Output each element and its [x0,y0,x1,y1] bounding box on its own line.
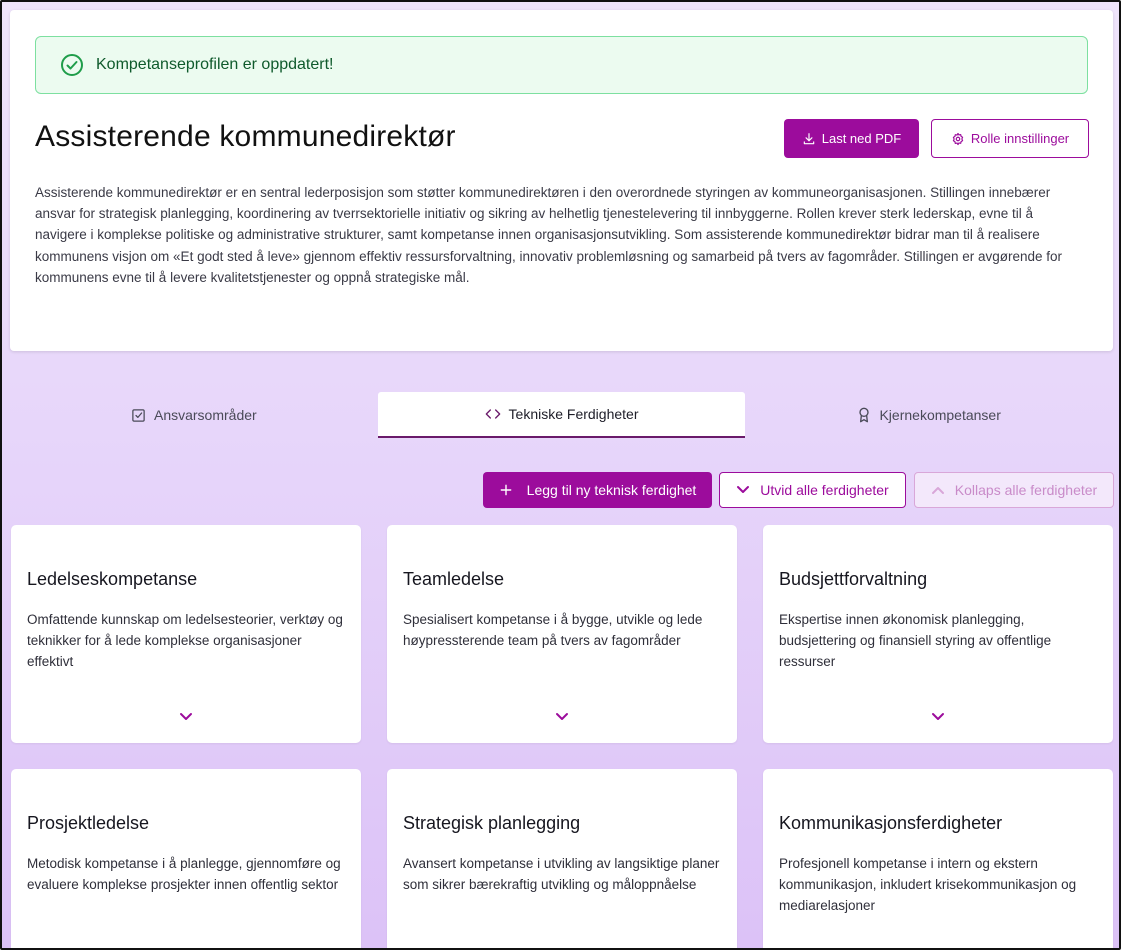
chevron-down-icon [736,485,750,495]
tab-bar [10,392,1113,438]
role-description: Assisterende kommunedirektør er en sentral lederposisjon som støtter kommunedirektøren i den overordnede styringen av kommuneorganisasjonen. Stillingen innebærer ansvar for strategisk planlegging, koordinering av tverrsektorielle initiativ og sikring av helhetlig tjenestelevering til innbyggerne. Rollen krever sterk lederskap, evne til å navigere i komplekse politiske og administrative strukturer, samt kompetanse innen organisasjonsutvikling. Som assisterende kommunedirektør bidrar man til å realisere kommunens visjon om «Et godt sted å leve» gjennom effektiv ressursforvaltning, innovativ problemløsning og samarbeid på tvers av fagområder. Stillingen er avgørende for kommunens evne til å levere kvalitetstjenester og oppnå strategiske mål. [35,185,1063,285]
skill-description: Metodisk kompetanse i å planlegge, gjennomføre og evaluere komplekse prosjekter innen offentlig sektor [27,856,341,893]
collapse-all-button[interactable] [914,472,1114,508]
checkbox-icon [131,408,146,423]
gear-icon [951,132,965,146]
role-header-card [10,10,1113,351]
skill-card [387,769,737,950]
plus-icon [499,483,513,497]
chevron-down-icon[interactable] [929,711,947,723]
page-title: Assisterende kommunedirektør [35,120,456,153]
code-icon [485,407,501,421]
skill-card [11,769,361,950]
role-settings-button[interactable] [931,119,1089,158]
skill-title: Strategisk planlegging [403,813,581,833]
tab-kjernekompetanser[interactable] [745,392,1113,438]
success-alert [35,36,1088,94]
chevron-up-icon [931,485,945,495]
alert-message: Kompetanseprofilen er oppdatert! [96,56,334,73]
tab-ansvarsomrader[interactable] [10,392,378,438]
tab-label: Ansvarsområder [153,407,257,423]
skill-title: Prosjektledelse [27,813,150,833]
check-circle-icon [60,53,84,77]
add-skill-label: Legg til ny teknisk ferdighet [526,482,697,498]
skill-card [387,525,737,743]
skill-title: Budsjettforvaltning [779,569,928,589]
tab-label: Kjernekompetanser [879,407,1001,423]
skill-title: Teamledelse [403,569,505,589]
collapse-all-label: Kollaps alle ferdigheter [954,482,1098,498]
skill-title: Kommunikasjonsferdigheter [779,813,1003,833]
add-skill-button[interactable] [483,472,712,508]
expand-all-button[interactable] [719,472,906,508]
role-settings-label: Rolle innstillinger [970,131,1070,146]
chevron-down-icon[interactable] [553,711,571,723]
award-icon [857,407,871,423]
tab-label: Tekniske Ferdigheter [508,406,639,422]
skill-card [11,525,361,743]
skill-description: Omfattende kunnskap om ledelsesteorier, verktøy og teknikker for å lede komplekse organisasjoner effektivt [27,612,343,670]
skill-description: Avansert kompetanse i utvikling av langsiktige planer som sikrer bærekraftig utvikling og måloppnåelse [403,856,720,893]
download-icon [802,132,816,146]
expand-all-label: Utvid alle ferdigheter [760,482,889,498]
skill-title: Ledelseskompetanse [27,569,198,589]
skill-description: Ekspertise innen økonomisk planlegging, budsjettering og finansiell styring av offentlige ressurser [779,612,1052,670]
download-pdf-label: Last ned PDF [821,131,902,146]
chevron-down-icon[interactable] [177,711,195,723]
skill-card [763,525,1113,743]
skill-description: Profesjonell kompetanse i intern og ekstern kommunikasjon, inkludert krisekommunikasjon og mediarelasjoner [779,856,1077,914]
skill-description: Spesialisert kompetanse i å bygge, utvikle og lede høypressterende team på tvers av fagområder [403,612,703,649]
skill-card [763,769,1113,950]
tab-tekniske-ferdigheter[interactable] [378,392,746,438]
download-pdf-button[interactable] [784,119,919,158]
